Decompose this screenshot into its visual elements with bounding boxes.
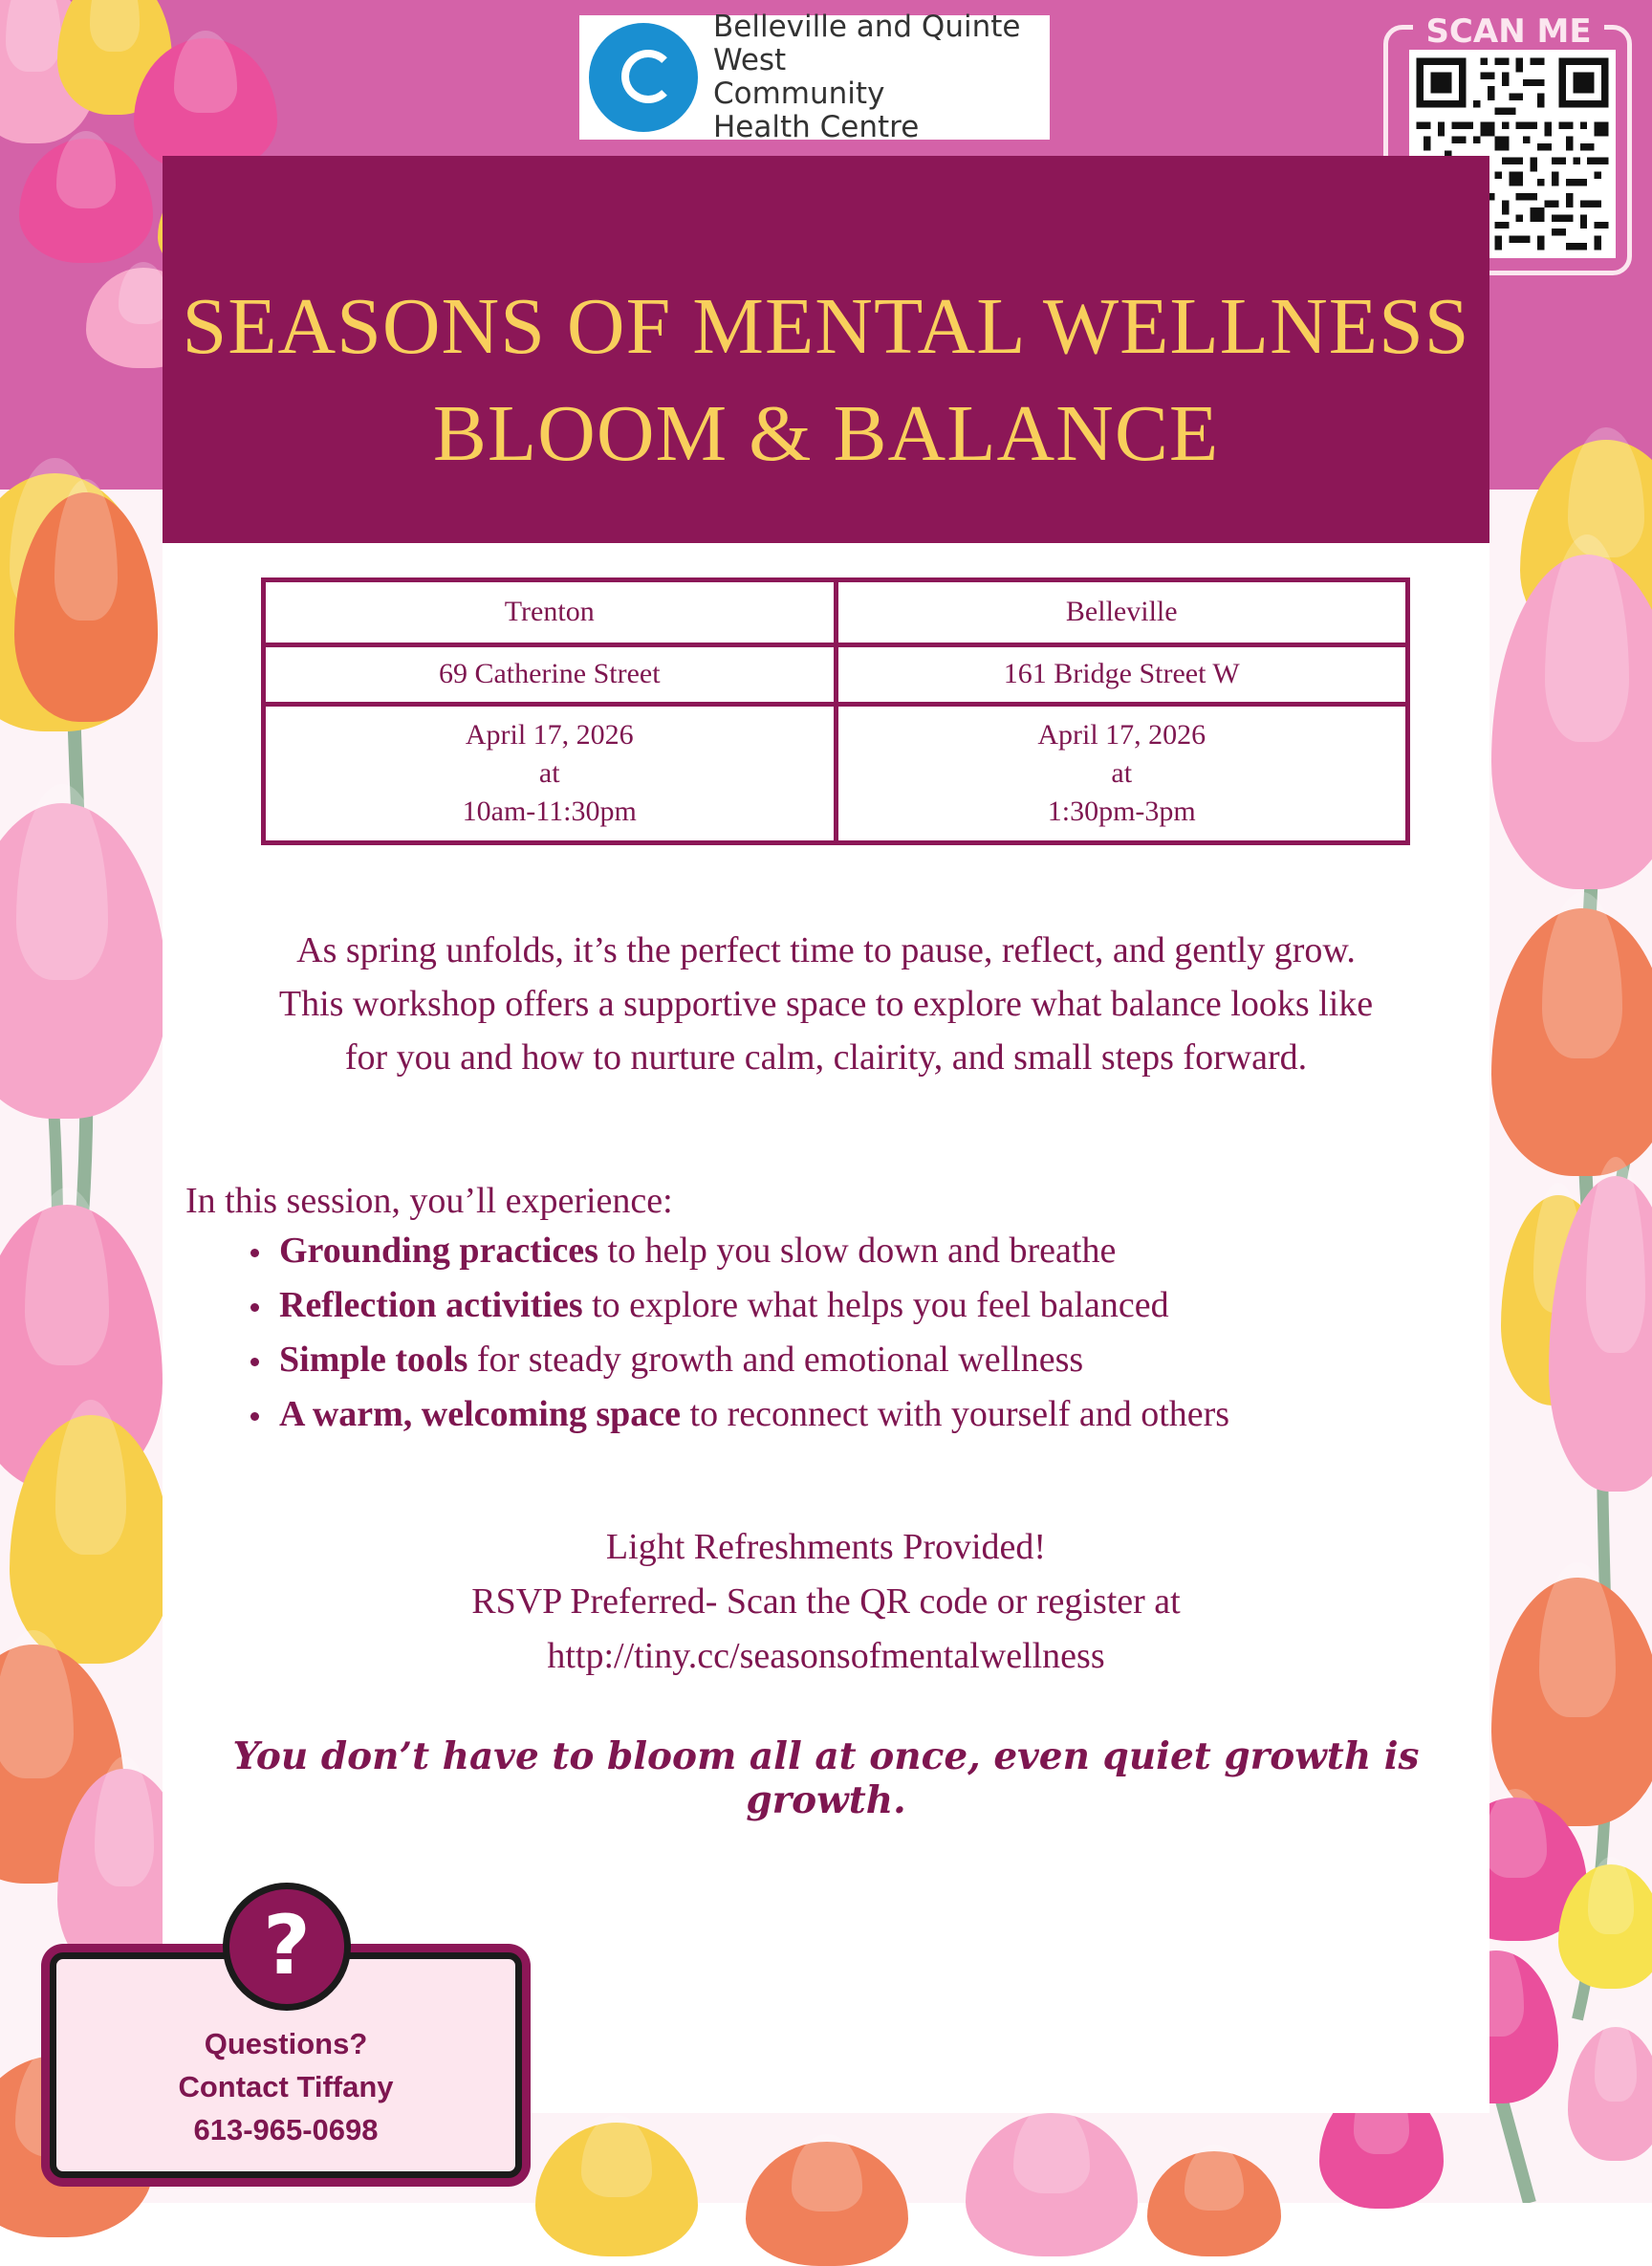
rsvp-text: RSVP Preferred- Scan the QR code or register at xyxy=(471,1581,1181,1622)
table-row xyxy=(264,644,1408,704)
title-line-2: BLOOM & BALANCE xyxy=(432,389,1220,478)
refreshments-text: Light Refreshments Provided! xyxy=(605,1527,1047,1567)
content-panel xyxy=(163,543,1489,2113)
table-row xyxy=(264,704,1408,842)
register-link[interactable]: http://tiny.cc/seasonsofmentalwellness xyxy=(547,1636,1105,1676)
intro-line: This workshop offers a supportive space to explore what balance looks like xyxy=(278,984,1374,1024)
closing-quote: You don’t have to bloom all at once, even quiet growth is growth. xyxy=(232,1734,1420,1822)
date-time-cell xyxy=(264,704,837,842)
address-cell: 69 Catherine Street xyxy=(264,644,837,704)
title-banner xyxy=(163,156,1489,543)
date-text: April 17, 2026 xyxy=(465,718,634,751)
list-item xyxy=(250,1224,1229,1278)
contact-phone[interactable]: 613-965-0698 xyxy=(193,2113,379,2146)
locations-table xyxy=(261,577,1410,845)
logo-text xyxy=(713,11,1050,144)
list-item-text: to reconnect with yourself and others xyxy=(681,1394,1230,1434)
list-item-text: to help you slow down and breathe xyxy=(598,1231,1117,1271)
date-text: April 17, 2026 xyxy=(1037,718,1206,751)
logo-line: Health Centre xyxy=(713,110,920,144)
date-time-cell xyxy=(836,704,1408,842)
time-text: 1:30pm-3pm xyxy=(1047,795,1196,827)
swirl-logo-icon xyxy=(589,23,698,132)
question-mark-icon: ? xyxy=(223,1883,351,2011)
list-item-bold: A warm, welcoming space xyxy=(279,1394,682,1434)
location-name-cell: Trenton xyxy=(264,580,837,645)
address-cell: 161 Bridge Street W xyxy=(836,644,1408,704)
at-text: at xyxy=(1111,756,1133,789)
logo-line: Belleville and Quinte West xyxy=(713,10,1021,77)
list-item xyxy=(250,1387,1229,1442)
questions-line: Questions? xyxy=(204,2027,368,2060)
list-item-text: to explore what helps you feel balanced xyxy=(582,1285,1169,1325)
questions-text xyxy=(56,2022,515,2151)
list-item-text: for steady growth and emotional wellness xyxy=(467,1340,1084,1380)
list-item xyxy=(250,1333,1229,1387)
list-item xyxy=(250,1278,1229,1333)
logo-line: Community xyxy=(713,76,885,111)
at-text: at xyxy=(538,756,560,789)
list-item-bold: Grounding practices xyxy=(279,1231,598,1271)
title-line-1: SEASONS OF MENTAL WELLNESS xyxy=(182,282,1470,371)
intro-line: for you and how to nurture calm, clairity, and small steps forward. xyxy=(344,1037,1308,1078)
organization-logo xyxy=(579,10,1050,144)
experience-list xyxy=(250,1224,1229,1442)
list-item-bold: Simple tools xyxy=(279,1340,468,1380)
intro-line: As spring unfolds, it’s the perfect time to pause, reflect, and gently grow. xyxy=(296,930,1356,970)
contact-name: Contact Tiffany xyxy=(178,2070,394,2103)
time-text: 10am-11:30pm xyxy=(462,795,637,827)
location-name-cell: Belleville xyxy=(836,580,1408,645)
table-row xyxy=(264,580,1408,645)
rsvp-block xyxy=(163,1520,1489,1684)
qr-label: SCAN ME xyxy=(1413,8,1604,55)
intro-paragraph xyxy=(163,924,1489,1084)
experience-heading: In this session, you’ll experience: xyxy=(185,1181,673,1221)
list-item-bold: Reflection activities xyxy=(279,1285,583,1325)
